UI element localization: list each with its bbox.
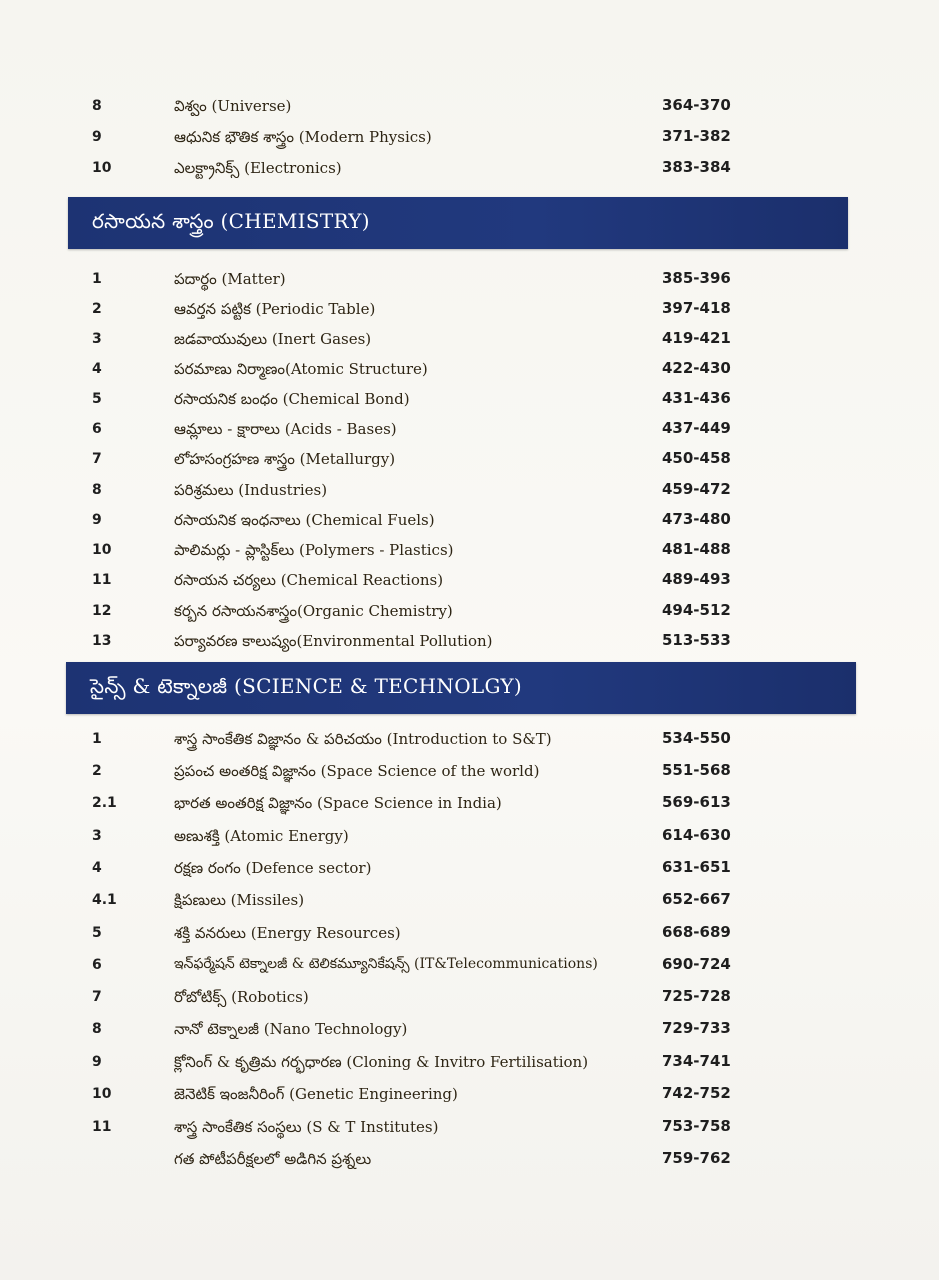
- chapter-number: 8: [92, 98, 102, 114]
- chapter-title: రసాయన చర్యలు (Chemical Reactions): [174, 571, 444, 589]
- chapter-title: భారత అంతరిక్ష విజ్ఞానం (Space Science in India): [174, 794, 502, 812]
- page-range: 419-421: [662, 329, 731, 347]
- chapter-number: 9: [92, 1054, 102, 1070]
- toc-row: [0, 984, 939, 1014]
- chapter-title: రసాయనిక బంధం (Chemical Bond): [174, 390, 410, 408]
- page-range: 534-550: [662, 729, 731, 747]
- page-range: 364-370: [662, 96, 731, 114]
- toc-row: [0, 356, 939, 386]
- toc-row: [0, 266, 939, 296]
- page-range: 729-733: [662, 1019, 731, 1037]
- page-range: 725-728: [662, 987, 731, 1005]
- toc-row: [0, 124, 939, 154]
- chapter-number: 2: [92, 301, 102, 317]
- chapter-number: 10: [92, 542, 112, 558]
- chapter-title: రక్షణ రంగం (Defence sector): [174, 859, 372, 877]
- toc-row: [0, 758, 939, 788]
- page-range: 759-762: [662, 1149, 731, 1167]
- toc-row: [0, 823, 939, 853]
- toc-row: [0, 1081, 939, 1111]
- toc-row: [0, 598, 939, 628]
- science-tech-section-heading: సైన్స్ & టెక్నాలజీ (SCIENCE & TECHNOLGY): [90, 674, 523, 698]
- chapter-title: క్షిపణులు (Missiles): [174, 891, 305, 909]
- page-range: 431-436: [662, 389, 731, 407]
- chapter-title: శక్తి వనరులు (Energy Resources): [174, 924, 401, 942]
- chemistry-section-banner: [68, 197, 848, 249]
- page-range: 489-493: [662, 570, 731, 588]
- page-range: 494-512: [662, 601, 731, 619]
- page-range: 569-613: [662, 793, 731, 811]
- page-range: 742-752: [662, 1084, 731, 1102]
- toc-row: [0, 855, 939, 885]
- chapter-title: ఎలక్ట్రానిక్స్ (Electronics): [174, 159, 342, 177]
- chapter-number: 4.1: [92, 892, 117, 908]
- chapter-title: నానో టెక్నాలజీ (Nano Technology): [174, 1020, 408, 1038]
- chapter-number: 11: [92, 572, 112, 588]
- page-range: 631-651: [662, 858, 731, 876]
- toc-row: [0, 952, 939, 982]
- chapter-number: 9: [92, 129, 102, 145]
- page-range: 383-384: [662, 158, 731, 176]
- chapter-title: ఆమ్లాలు - క్షారాలు (Acids - Bases): [174, 420, 397, 438]
- page-range: 513-533: [662, 631, 731, 649]
- chapter-number: 3: [92, 331, 102, 347]
- chapter-title: పర్యావరణ కాలుష్యం(Environmental Pollution): [174, 632, 493, 650]
- chapter-title: రసాయనిక ఇంధనాలు (Chemical Fuels): [174, 511, 435, 529]
- chapter-number: 10: [92, 160, 112, 176]
- chapter-title: కర్బన రసాయనశాస్త్రం(Organic Chemistry): [174, 602, 453, 620]
- toc-row: [0, 296, 939, 326]
- chapter-title: రోబోటిక్స్ (Robotics): [174, 988, 309, 1006]
- page-range: 371-382: [662, 127, 731, 145]
- page-range: 690-724: [662, 955, 731, 973]
- chapter-title: గత పోటీపరీక్షలలో అడిగిన ప్రశ్నలు: [174, 1150, 372, 1168]
- toc-row: [0, 1016, 939, 1046]
- chapter-title: ఆవర్తన పట్టిక (Periodic Table): [174, 300, 376, 318]
- toc-row: [0, 93, 939, 123]
- chapter-number: 4: [92, 860, 102, 876]
- page-range: 734-741: [662, 1052, 731, 1070]
- page-range: 437-449: [662, 419, 731, 437]
- toc-row: [0, 416, 939, 446]
- chapter-title: జడవాయువులు (Inert Gases): [174, 330, 372, 348]
- chapter-title: శాస్త్ర సాంకేతిక సంస్థలు (S & T Institutes): [174, 1118, 439, 1136]
- chapter-number: 5: [92, 925, 102, 941]
- chapter-number: 6: [92, 957, 102, 973]
- chapter-number: 2.1: [92, 795, 117, 811]
- chapter-number: 5: [92, 391, 102, 407]
- chapter-number: 4: [92, 361, 102, 377]
- toc-row: [0, 790, 939, 820]
- page-range: 551-568: [662, 761, 731, 779]
- chapter-number: 13: [92, 633, 112, 649]
- toc-row: [0, 1114, 939, 1144]
- chapter-title: ఇన్‌ఫర్మేషన్ టెక్నాలజీ & టెలికమ్యూనికేషన్స్ (IT&Telecommunications): [174, 956, 598, 972]
- toc-row: [0, 1146, 939, 1176]
- toc-row: [0, 628, 939, 658]
- science-tech-section-banner: [66, 662, 856, 714]
- chapter-number: 10: [92, 1086, 112, 1102]
- toc-row: [0, 326, 939, 356]
- toc-row: [0, 477, 939, 507]
- toc-row: [0, 567, 939, 597]
- toc-row: [0, 1049, 939, 1079]
- chapter-title: క్లోనింగ్ & కృత్రిమ గర్భధారణ (Cloning & Invitro Fertilisation): [174, 1053, 589, 1071]
- page-range: 450-458: [662, 449, 731, 467]
- chapter-number: 11: [92, 1119, 112, 1135]
- toc-row: [0, 155, 939, 185]
- chapter-title: ఆధునిక భౌతిక శాస్త్రం (Modern Physics): [174, 128, 432, 146]
- toc-row: [0, 446, 939, 476]
- chapter-number: 1: [92, 271, 102, 287]
- chapter-title: పరిశ్రమలు (Industries): [174, 481, 328, 499]
- chapter-title: విశ్వం (Universe): [174, 97, 292, 115]
- toc-row: [0, 887, 939, 917]
- chemistry-section-heading: రసాయన శాస్త్రం (CHEMISTRY): [92, 209, 370, 233]
- chapter-number: 2: [92, 763, 102, 779]
- page-range: 668-689: [662, 923, 731, 941]
- chapter-title: ప్రపంచ అంతరిక్ష విజ్ఞానం (Space Science of the world): [174, 762, 540, 780]
- chapter-number: 12: [92, 603, 112, 619]
- page-range: 753-758: [662, 1117, 731, 1135]
- chapter-title: శాస్త్ర సాంకేతిక విజ్ఞానం & పరిచయం (Introduction to S&T): [174, 730, 552, 748]
- page-range: 481-488: [662, 540, 731, 558]
- page-range: 385-396: [662, 269, 731, 287]
- chapter-number: 9: [92, 512, 102, 528]
- toc-row: [0, 386, 939, 416]
- page-range: 397-418: [662, 299, 731, 317]
- chapter-title: లోహసంగ్రహణ శాస్త్రం (Metallurgy): [174, 450, 396, 468]
- chapter-number: 8: [92, 482, 102, 498]
- page-range: 422-430: [662, 359, 731, 377]
- chapter-number: 3: [92, 828, 102, 844]
- chapter-number: 1: [92, 731, 102, 747]
- chapter-title: పదార్థం (Matter): [174, 270, 286, 288]
- toc-row: [0, 726, 939, 756]
- chapter-title: అణుశక్తి (Atomic Energy): [174, 827, 349, 845]
- chapter-title: పరమాణు నిర్మాణం(Atomic Structure): [174, 360, 428, 378]
- toc-row: [0, 507, 939, 537]
- chapter-number: 7: [92, 451, 102, 467]
- page-range: 459-472: [662, 480, 731, 498]
- toc-row: [0, 537, 939, 567]
- chapter-number: 8: [92, 1021, 102, 1037]
- page-range: 652-667: [662, 890, 731, 908]
- chapter-title: పాలిమర్లు - ప్లాస్టిక్‌లు (Polymers - Plastics): [174, 541, 454, 559]
- chapter-number: 6: [92, 421, 102, 437]
- toc-row: [0, 920, 939, 950]
- chapter-number: 7: [92, 989, 102, 1005]
- page-range: 614-630: [662, 826, 731, 844]
- page-range: 473-480: [662, 510, 731, 528]
- chapter-title: జెనెటిక్ ఇంజనీరింగ్ (Genetic Engineering): [174, 1085, 458, 1103]
